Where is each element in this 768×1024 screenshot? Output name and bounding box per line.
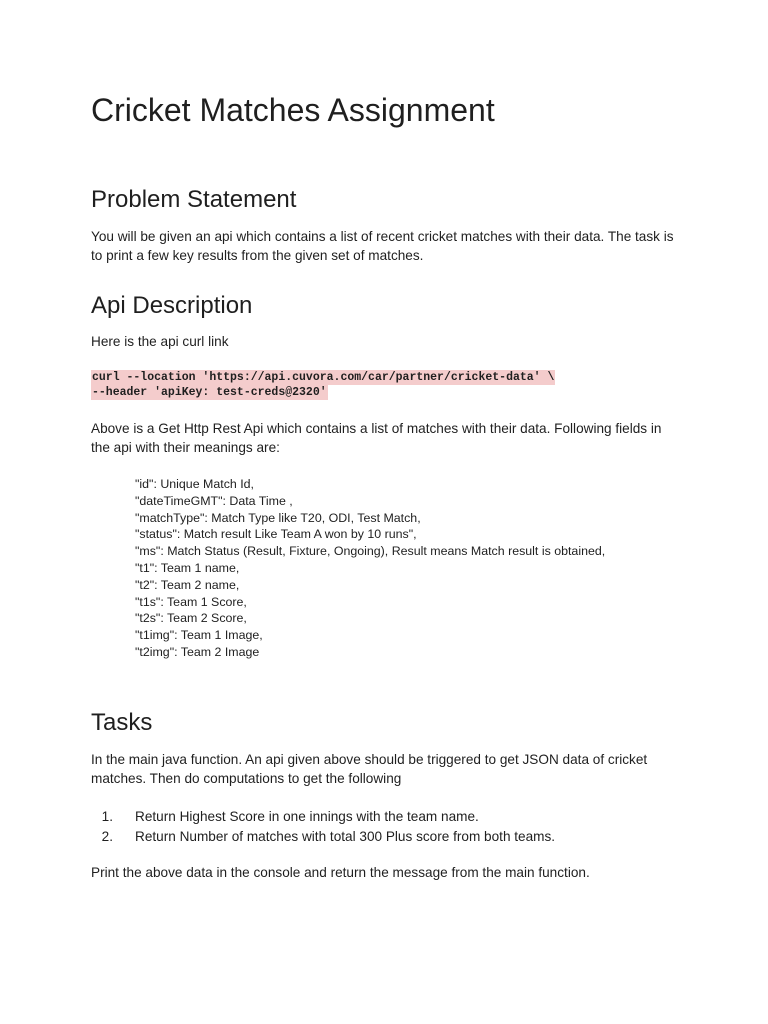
field-item: "t2s": Team 2 Score, [135,611,247,626]
tasks-heading: Tasks [91,709,153,736]
tasks-list [91,807,555,846]
field-item: "t1img": Team 1 Image, [135,628,263,643]
curl-code-block [91,370,555,400]
task-text: Return Number of matches with total 300 Plus score from both teams. [135,828,556,844]
field-item: "status": Match result Like Team A won by 10 runs", [135,527,417,542]
field-item: "t1": Team 1 name, [135,560,240,575]
tasks-intro-text: In the main java function. An api given above should be triggered to get JSON data of cricket matches. Then do computations to get the following [91,752,648,786]
task-text: Return Highest Score in one innings with the team name. [135,809,479,824]
task-number: 2. [101,828,113,844]
field-item: "matchType": Match Type like T20, ODI, Test Match, [135,510,421,525]
field-item: "dateTimeGMT": Data Time , [135,493,293,508]
task-item [91,807,555,827]
api-intro-text: Here is the api curl link [91,334,229,349]
code-line: curl --location 'https://api.cuvora.com/car/partner/cricket-data' \ [92,371,555,384]
field-item: "t2": Team 2 name, [135,577,240,592]
document-title: Cricket Matches Assignment [91,92,495,128]
code-line: --header 'apiKey: test-creds@2320' [92,386,327,399]
api-description-heading: Api Description [91,292,253,319]
fields-list [135,476,605,661]
field-item: "id": Unique Match Id, [135,477,254,491]
field-item: "t1s": Team 1 Score, [135,594,247,609]
problem-statement-heading: Problem Statement [91,186,297,213]
problem-statement-text: You will be given an api which contains a list of recent cricket matches with their data. The task is to print a few key results from the given set of matches. [91,229,674,263]
task-number: 1. [101,809,113,824]
field-item: "t2img": Team 2 Image [135,644,260,659]
task-item [91,827,555,847]
api-explanation-text: Above is a Get Http Rest Api which contains a list of matches with their data. Following fields in the api with their meanings are: [91,421,662,455]
closing-text: Print the above data in the console and return the message from the main function. [91,865,590,880]
field-item: "ms": Match Status (Result, Fixture, Ongoing), Result means Match result is obtained, [135,544,606,559]
